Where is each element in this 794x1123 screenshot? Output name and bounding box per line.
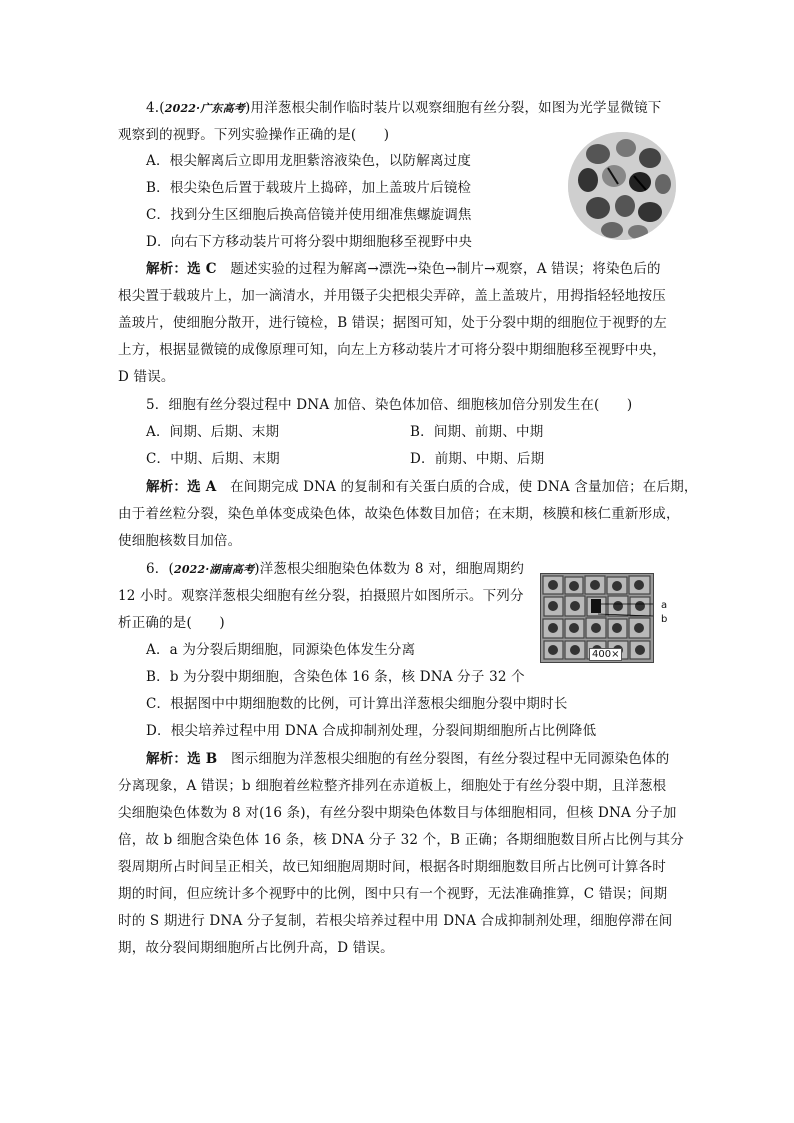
figure-label-a: a bbox=[661, 600, 668, 611]
q5-option-c: C．中期、后期、末期 bbox=[146, 451, 280, 467]
q4-analysis-line1: 解析：选 C 题述实验的过程为解离→漂洗→染色→制片→观察，A 错误；将染色后的 bbox=[146, 261, 661, 277]
q4-source: 2022·广东高考 bbox=[164, 102, 245, 115]
q6-analysis-line1: 解析：选 B 图示细胞为洋葱根尖细胞的有丝分裂图，有丝分裂过程中无同源染色体的 bbox=[146, 751, 670, 767]
q5-option-b: B．间期、前期、中期 bbox=[410, 424, 544, 440]
q4-analysis-line5: D 错误。 bbox=[118, 369, 175, 385]
q6-analysis-line7: 时的 S 期进行 DNA 分子复制，若根尖培养过程中用 DNA 合成抑制剂处理，细胞停滞在间 bbox=[118, 913, 673, 929]
q6-analysis-line2: 分离现象，A 错误；b 细胞着丝粒整齐排列在赤道板上，细胞处于有丝分裂中期，且洋葱根 bbox=[118, 778, 667, 794]
q5-stem: 5．细胞有丝分裂过程中 DNA 加倍、染色体加倍、细胞核加倍分别发生在( ) bbox=[146, 397, 633, 413]
q4-analysis-line4: 上方，根据显微镜的成像原理可知，向左上方移动装片才可将分裂中期细胞移至视野中央， bbox=[118, 342, 666, 358]
q6-option-b: B．b 为分裂中期细胞，含染色体 16 条，核 DNA 分子 32 个 bbox=[146, 669, 525, 685]
q5-analysis-line2: 由于着丝粒分裂，染色单体变成染色体，故染色体数目加倍；在末期，核膜和核仁重新形成， bbox=[118, 506, 680, 522]
q5-option-d: D．前期、中期、后期 bbox=[410, 451, 545, 467]
q6-analysis-line5: 裂周期所占时间呈正相关，故已知细胞周期时间，根据各时期细胞数目所占比例可计算各时 bbox=[118, 859, 666, 875]
q6-option-c: C．根据图中中期细胞数的比例，可计算出洋葱根尖细胞分裂中期时长 bbox=[146, 696, 568, 712]
q6-stem-line1: 6．(2022·湖南高考)洋葱根尖细胞染色体数为 8 对，细胞周期约 bbox=[146, 561, 525, 577]
q4-option-d: D．向右下方移动装片可将分裂中期细胞移至视野中央 bbox=[146, 234, 473, 250]
q4-stem-line1: 4.(2022·广东高考)用洋葱根尖制作临时装片以观察细胞有丝分裂，如图为光学显微镜下 bbox=[146, 100, 662, 116]
q6-analysis-line3: 尖细胞染色体数为 8 对(16 条)，有丝分裂中期染色体数目与体细胞相同，但核 DNA 分子加 bbox=[118, 805, 677, 821]
q4-option-c: C．找到分生区细胞后换高倍镜并使用细准焦螺旋调焦 bbox=[146, 207, 472, 223]
q4-stem-line2: 观察到的视野。下列实验操作正确的是( ) bbox=[118, 127, 390, 143]
magnification-label: 400× bbox=[589, 648, 622, 661]
q6-option-d: D．根尖培养过程中用 DNA 合成抑制剂处理，分裂间期细胞所占比例降低 bbox=[146, 723, 597, 739]
figure-label-b: b bbox=[661, 614, 668, 625]
microscope-view-figure bbox=[568, 132, 676, 240]
q5-analysis-line1: 解析：选 A 在间期完成 DNA 的复制和有关蛋白质的合成，使 DNA 含量加倍；在后期， bbox=[146, 479, 698, 495]
q4-option-b: B．根尖染色后置于载玻片上捣碎，加上盖玻片后镜检 bbox=[146, 180, 472, 196]
q6-analysis-line6: 期的时间，但应统计多个视野中的比例，图中只有一个视野，无法准确推算，C 错误；间期 bbox=[118, 886, 668, 902]
q6-source: 2022·湖南高考 bbox=[173, 563, 255, 576]
q5-option-a: A．间期、后期、末期 bbox=[146, 424, 280, 440]
q4-option-a: A．根尖解离后立即用龙胆紫溶液染色，以防解离过度 bbox=[146, 153, 472, 169]
microscope-cells-image bbox=[568, 132, 676, 240]
q4-analysis-line2: 根尖置于载玻片上，加一滴清水，并用镊子尖把根尖弄碎，盖上盖玻片，用拇指轻轻地按压 bbox=[118, 288, 666, 304]
q6-analysis-line4: 倍，故 b 细胞含染色体 16 条，核 DNA 分子 32 个，B 正确；各期细胞数目所占比例与其分 bbox=[118, 832, 684, 848]
q6-stem-line2: 12 小时。观察洋葱根尖细胞有丝分裂，拍摄照片如图所示。下列分 bbox=[118, 588, 524, 604]
q4-analysis-line3: 盖玻片，使细胞分散开，进行镜检，B 错误；据图可知，处于分裂中期的细胞位于视野的左 bbox=[118, 315, 667, 331]
q5-analysis-line3: 使细胞核数目加倍。 bbox=[118, 533, 242, 549]
q6-analysis-line8: 期，故分裂间期细胞所占比例升高，D 错误。 bbox=[118, 940, 394, 956]
q6-option-a: A．a 为分裂后期细胞，同源染色体发生分离 bbox=[146, 642, 416, 658]
q6-stem-line3: 析正确的是( ) bbox=[118, 615, 225, 631]
